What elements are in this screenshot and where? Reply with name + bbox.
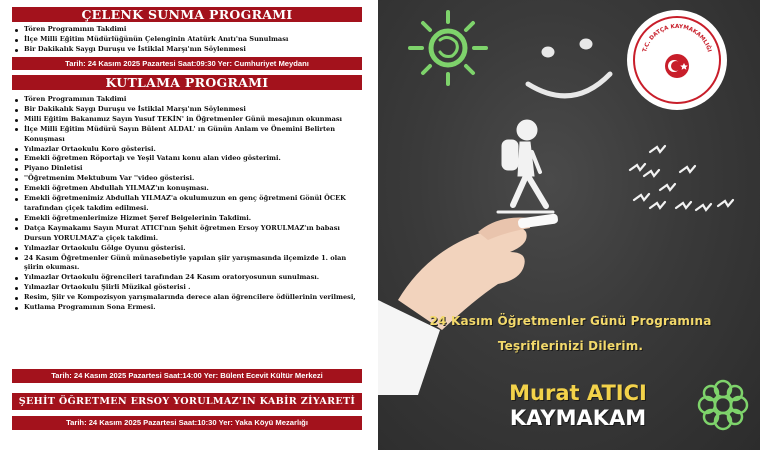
- grave-visit-section-info: Tarih: 24 Kasım 2025 Pazartesi Saat:10:30 Yer: Yaka Köyü Mezarlığı: [12, 416, 362, 430]
- smiley-face-icon: [528, 39, 610, 96]
- flower-icon: [699, 381, 747, 429]
- list-item: Resim, Şiir ve Kompozisyon yarışmalarında derece alan öğrencilere ödüllerinin verilmesi,: [14, 293, 364, 303]
- wreath-items-list: [14, 25, 364, 55]
- list-item: Emekli öğretmenlerimize Hizmet Şeref Belgelerinin Takdimi.: [14, 214, 364, 224]
- list-item: Emekli öğretmen Abdullah YILMAZ'ın konuşması.: [14, 184, 364, 194]
- program-panel: [0, 0, 372, 450]
- sun-icon: [410, 12, 486, 84]
- list-item: İlçe Milli Eğitim Müdürü Sayın Bülent ALDAL' ın Günün Anlam ve Önemini Belirten Konuşması: [14, 125, 364, 145]
- hand-with-chalk-icon: [378, 213, 559, 395]
- signer-title: KAYMAKAM: [509, 406, 647, 430]
- list-item: Bir Dakikalık Saygı Duruşu ve İstiklal Marşı'nın Söylenmesi: [14, 105, 364, 115]
- birds-icon: [630, 146, 733, 210]
- celebration-items-list: [14, 95, 364, 313]
- list-item: Milli Eğitim Bakanımız Sayın Yusuf TEKİN' in Öğretmenler Günü mesajının okunması: [14, 115, 364, 125]
- student-figure-icon: [498, 120, 553, 212]
- list-item: Emekli öğretmenimiz Abdullah YILMAZ'a okulumuzun en genç öğretmeni Gönül ÖCEK tarafından çiçek takdim edilmesi.: [14, 194, 364, 214]
- invitation-line-2: Teşriflerinizi Dilerim.: [497, 339, 644, 353]
- celebration-section-info: Tarih: 24 Kasım 2025 Pazartesi Saat:14:00 Yer: Bülent Ecevit Kültür Merkezi: [12, 369, 362, 383]
- list-item: Tören Programının Takdimi: [14, 25, 364, 35]
- government-seal-icon: [627, 10, 727, 110]
- celebration-section-title: KUTLAMA PROGRAMI: [12, 75, 362, 90]
- list-item: Yılmazlar Ortaokulu Gölge Oyunu gösterisi.: [14, 244, 364, 254]
- seal-text: T.C. DATÇA KAYMAKAMLIĞI: [642, 23, 712, 53]
- invitation-line-1: 24 Kasım Öğretmenler Günü Programına: [429, 314, 712, 328]
- signer-name: Murat ATICI: [509, 381, 647, 405]
- list-item: Yılmazlar Ortaokulu Koro gösterisi.: [14, 145, 364, 155]
- chalkboard-poster: [378, 0, 760, 450]
- wreath-section-info: Tarih: 24 Kasım 2025 Pazartesi Saat:09:30 Yer: Cumhuriyet Meydanı: [12, 57, 362, 70]
- list-item: Yılmazlar Ortaokulu Şiirli Müzikal gösterisi .: [14, 283, 364, 293]
- seal-emblem: [627, 10, 727, 110]
- grave-visit-section-title: ŞEHİT ÖĞRETMEN ERSOY YORULMAZ'IN KABİR ZİYARETİ: [12, 393, 362, 410]
- list-item: Datça Kaymakamı Sayın Murat ATICI'nın Şehit öğretmen Ersoy YORULMAZ'ın babası Dursun YORULMAZ'a çiçek takdimi.: [14, 224, 364, 244]
- list-item: Emekli öğretmen Röportajı ve Yeşil Vatanı konu alan video gösterimi.: [14, 154, 364, 164]
- list-item: Bir Dakikalık Saygı Duruşu ve İstiklal Marşı'nın Söylenmesi: [14, 45, 364, 55]
- list-item: Piyano Dinletisi: [14, 164, 364, 174]
- list-item: ''Öğretmenim Mektubum Var ''video gösterisi.: [14, 174, 364, 184]
- list-item: İlçe Milli Eğitim Müdürlüğünün Çelenginin Atatürk Anıtı'na Sunulması: [14, 35, 364, 45]
- list-item: Tören Programının Takdimi: [14, 95, 364, 105]
- wreath-section-title: ÇELENK SUNMA PROGRAMI: [12, 7, 362, 22]
- list-item: 24 Kasım Öğretmenler Günü münasebetiyle yapılan şiir yarışmasında ilçemizde 1. olan şiirin okuması.: [14, 254, 364, 274]
- list-item: Yılmazlar Ortaokulu öğrencileri tarafından 24 Kasım oratoryosunun sunulması.: [14, 273, 364, 283]
- list-item: Kutlama Programının Sona Ermesi.: [14, 303, 364, 313]
